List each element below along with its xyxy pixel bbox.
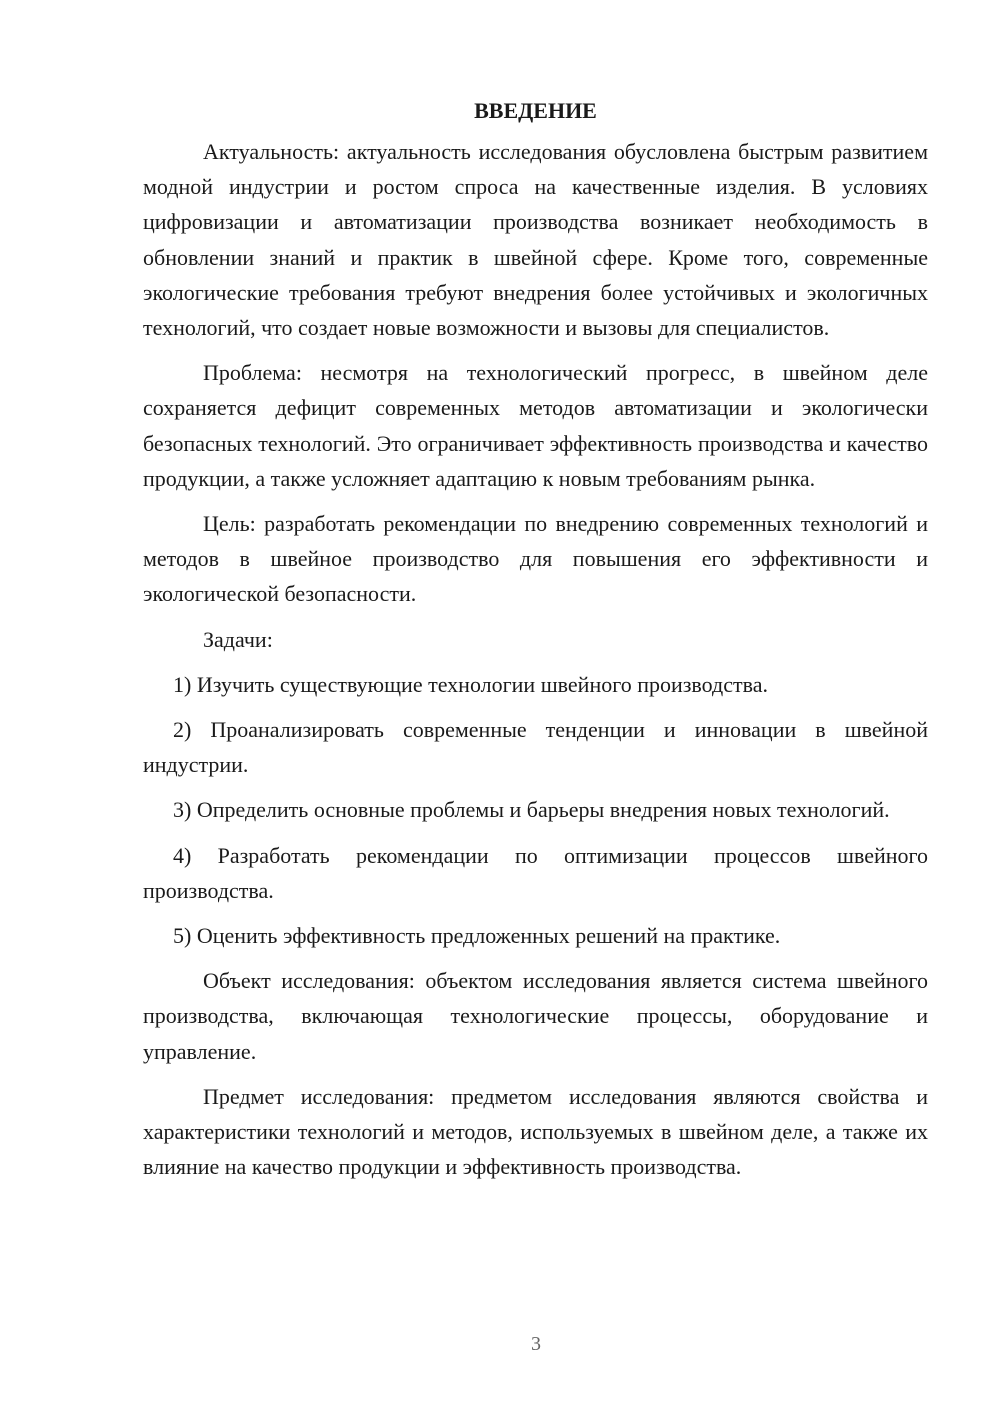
section-title: ВВЕДЕНИЕ <box>474 98 597 123</box>
task-item: 1) Изучить существующие технологии швейного производства. <box>173 671 768 697</box>
object-paragraph: Объект исследования: объектом исследования является система швейного производства, включающая технологические процессы, оборудование и управление. <box>143 968 928 1064</box>
task-item: 4) Разработать рекомендации по оптимизации процессов швейного производства. <box>143 842 928 903</box>
relevance-paragraph: Актуальность: актуальность исследования обусловлена быстрым развитием модной индустрии и ростом спроса на качественные изделия. В условиях цифровизации и автоматизации производства возникает необходимость в обновлении знаний и практик в швейной сфере. Кроме того, современные экологические требования требуют внедрения более устойчивых и экологичных технологий, что создает новые возможности и вызовы для специалистов. <box>143 139 928 341</box>
document-page <box>143 96 928 1194</box>
tasks-heading: Задачи: <box>203 626 273 652</box>
problem-paragraph: Проблема: несмотря на технологический прогресс, в швейном деле сохраняется дефицит современных методов автоматизации и экологически безопасных технологий. Это ограничивает эффективность производства и качество продукции, а также усложняет адаптацию к новым требованиям рынка. <box>143 360 928 491</box>
task-item: 2) Проанализировать современные тенденции и инновации в швейной индустрии. <box>143 717 928 778</box>
subject-paragraph: Предмет исследования: предметом исследования являются свойства и характеристики технологий и методов, используемых в швейном деле, а также их влияние на качество продукции и эффективность производства. <box>143 1083 928 1180</box>
task-item: 5) Оценить эффективность предложенных решений на практике. <box>173 923 781 949</box>
page-number: 3 <box>531 1333 541 1355</box>
task-item: 3) Определить основные проблемы и барьеры внедрения новых технологий. <box>173 797 890 823</box>
goal-paragraph: Цель: разработать рекомендации по внедрению современных технологий и методов в швейное производство для повышения его эффективности и экологической безопасности. <box>143 511 928 607</box>
